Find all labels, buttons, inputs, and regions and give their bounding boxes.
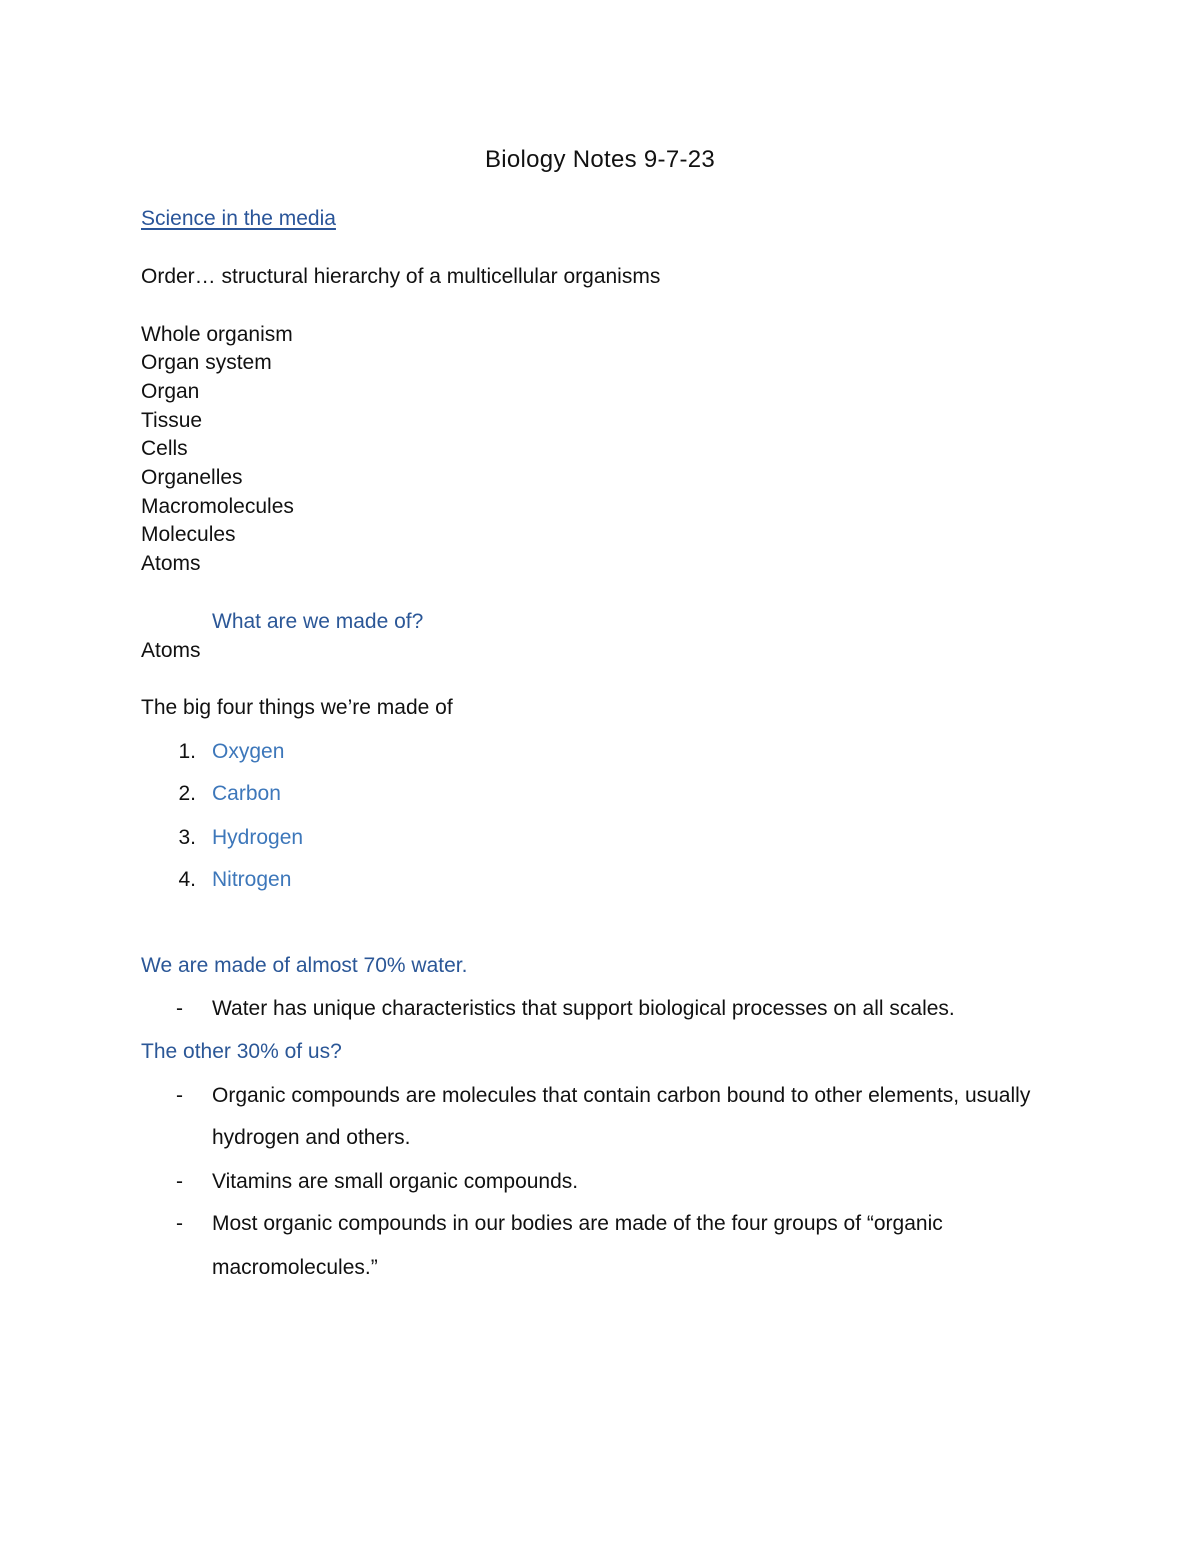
list-number-1: 1. [178,740,196,763]
organic-compounds-bullet-line1: Organic compounds are molecules that contain carbon bound to other elements, usually [212,1084,1031,1107]
element-oxygen: Oxygen [212,740,285,763]
water-heading: We are made of almost 70% water. [141,954,468,977]
hierarchy-item-atoms: Atoms [141,552,201,575]
vitamins-bullet: Vitamins are small organic compounds. [212,1170,579,1193]
hierarchy-item-molecules: Molecules [141,523,236,546]
hierarchy-item-macromolecules: Macromolecules [141,495,294,518]
order-line: Order… structural hierarchy of a multicellular organisms [141,265,661,288]
science-in-media-link[interactable]: Science in the media [141,207,336,230]
bullet-dash: - [176,1170,183,1193]
other-heading: The other 30% of us? [141,1040,342,1063]
hierarchy-item-cells: Cells [141,437,188,460]
bullet-dash: - [176,1084,183,1107]
answer-text: Atoms [141,639,201,662]
list-number-2: 2. [178,782,196,805]
hierarchy-item-organ: Organ [141,380,200,403]
element-nitrogen: Nitrogen [212,868,292,891]
macromolecules-bullet-line2: macromolecules.” [212,1256,378,1279]
hierarchy-item-tissue: Tissue [141,409,203,432]
water-bullet-text: Water has unique characteristics that support biological processes on all scales. [212,997,955,1020]
big-four-intro: The big four things we’re made of [141,696,453,719]
organic-compounds-bullet-line2: hydrogen and others. [212,1126,411,1149]
list-number-4: 4. [178,868,196,891]
hierarchy-item-organ-system: Organ system [141,351,272,374]
element-carbon: Carbon [212,782,281,805]
hierarchy-item-whole-organism: Whole organism [141,323,293,346]
question-heading: What are we made of? [212,610,424,633]
hierarchy-item-organelles: Organelles [141,466,243,489]
bullet-dash: - [176,997,183,1020]
list-number-3: 3. [178,826,196,849]
macromolecules-bullet-line1: Most organic compounds in our bodies are made of the four groups of “organic [212,1212,943,1235]
bullet-dash: - [176,1212,183,1235]
document-title: Biology Notes 9-7-23 [484,146,716,173]
element-hydrogen: Hydrogen [212,826,304,849]
